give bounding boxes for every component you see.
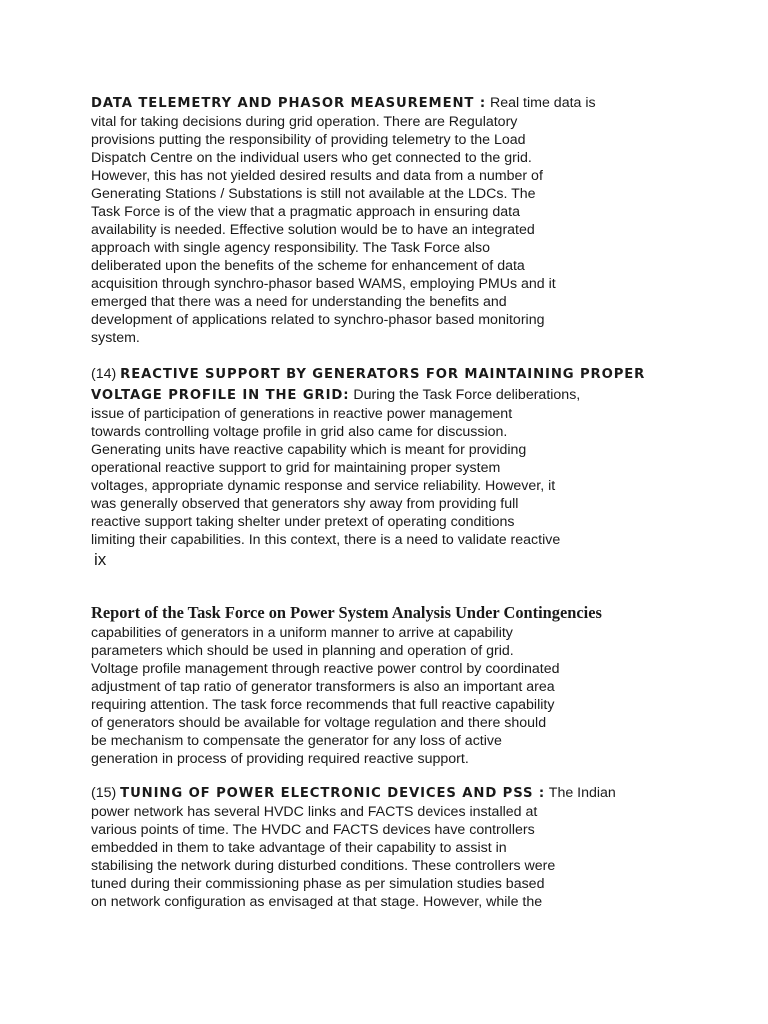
section-heading: REACTIVE SUPPORT BY GENERATORS FOR MAINTAINING PROPER <box>120 367 646 382</box>
paragraph-text: Real time data is <box>486 95 596 111</box>
paragraph-line: emerged that there was a need for understanding the benefits and <box>91 294 507 310</box>
section-number: (15) <box>91 785 121 801</box>
paragraph-line: on network configuration as envisaged at that stage. However, while the <box>91 894 543 910</box>
section-heading-line <box>91 386 691 405</box>
section-tuning <box>91 784 691 911</box>
section-reactive-support <box>91 363 691 549</box>
paragraph-line: capabilities of generators in a uniform manner to arrive at capability <box>91 625 513 641</box>
paragraph-line: tuned during their commissioning phase as per simulation studies based <box>91 876 545 892</box>
paragraph-line: However, this has not yielded desired results and data from a number of <box>91 168 543 184</box>
paragraph-line: Task Force is of the view that a pragmatic approach in ensuring data <box>91 204 521 220</box>
paragraph-line: issue of participation of generations in reactive power management <box>91 406 513 422</box>
paragraph-line: system. <box>91 330 140 346</box>
section-heading: TUNING OF POWER ELECTRONIC DEVICES AND PSS : <box>120 786 546 801</box>
paragraph-line: Generating units have reactive capability which is meant for providing <box>91 442 527 458</box>
paragraph-line: limiting their capabilities. In this context, there is a need to validate reactive <box>91 532 561 548</box>
report-title: Report of the Task Force on Power System Analysis Under Contingencies <box>91 603 602 622</box>
paragraph-line: requiring attention. The task force recommends that full reactive capability <box>91 697 555 713</box>
paragraph-text: The Indian <box>545 785 616 801</box>
paragraph-text: During the Task Force deliberations, <box>349 387 581 403</box>
spacer <box>91 347 691 363</box>
section-number: (14) <box>91 366 121 382</box>
section-heading-continued: VOLTAGE PROFILE IN THE GRID: <box>91 388 350 403</box>
paragraph-line: towards controlling voltage profile in grid also came for discussion. <box>91 424 508 440</box>
paragraph-line: acquisition through synchro-phasor based WAMS, employing PMUs and it <box>91 276 556 292</box>
paragraph-line: reactive support taking shelter under pretext of operating conditions <box>91 514 515 530</box>
paragraph-line: development of applications related to synchro-phasor based monitoring <box>91 312 545 328</box>
paragraph-line: provisions putting the responsibility of providing telemetry to the Load <box>91 132 526 148</box>
paragraph-line: generation in process of providing required reactive support. <box>91 751 469 767</box>
paragraph-line: vital for taking decisions during grid operation. There are Regulatory <box>91 114 518 130</box>
paragraph-line: Generating Stations / Substations is still not available at the LDCs. The <box>91 186 536 202</box>
section-first-line <box>91 94 691 113</box>
paragraph-line: operational reactive support to grid for maintaining proper system <box>91 460 501 476</box>
paragraph-line: parameters which should be used in planning and operation of grid. <box>91 643 514 659</box>
document-page <box>91 94 691 911</box>
paragraph-line: Dispatch Centre on the individual users who get connected to the grid. <box>91 150 532 166</box>
section-first-line <box>91 784 691 803</box>
section-heading: DATA TELEMETRY AND PHASOR MEASUREMENT : <box>91 96 486 111</box>
paragraph-line: was generally observed that generators shy away from providing full <box>91 496 519 512</box>
paragraph-line: various points of time. The HVDC and FACTS devices have controllers <box>91 822 535 838</box>
paragraph-line: of generators should be available for voltage regulation and there should <box>91 715 547 731</box>
page-number: ix <box>94 550 107 569</box>
paragraph-line: voltages, appropriate dynamic response and service reliability. However, it <box>91 478 556 494</box>
section-data-telemetry <box>91 94 691 347</box>
paragraph-line: Voltage profile management through reactive power control by coordinated <box>91 661 560 677</box>
section-heading-line <box>91 363 691 386</box>
paragraph-line: availability is needed. Effective solution would be to have an integrated <box>91 222 535 238</box>
paragraph-line: adjustment of tap ratio of generator transformers is also an important area <box>91 679 555 695</box>
paragraph-line: approach with single agency responsibility. The Task Force also <box>91 240 491 256</box>
section-continuation <box>91 624 691 768</box>
paragraph-line: be mechanism to compensate the generator for any loss of active <box>91 733 502 749</box>
paragraph-line: stabilising the network during disturbed conditions. These controllers were <box>91 858 556 874</box>
paragraph-line: power network has several HVDC links and FACTS devices installed at <box>91 804 538 820</box>
spacer <box>91 768 691 784</box>
paragraph-line: embedded in them to take advantage of their capability to assist in <box>91 840 507 856</box>
paragraph-line: deliberated upon the benefits of the scheme for enhancement of data <box>91 258 525 274</box>
